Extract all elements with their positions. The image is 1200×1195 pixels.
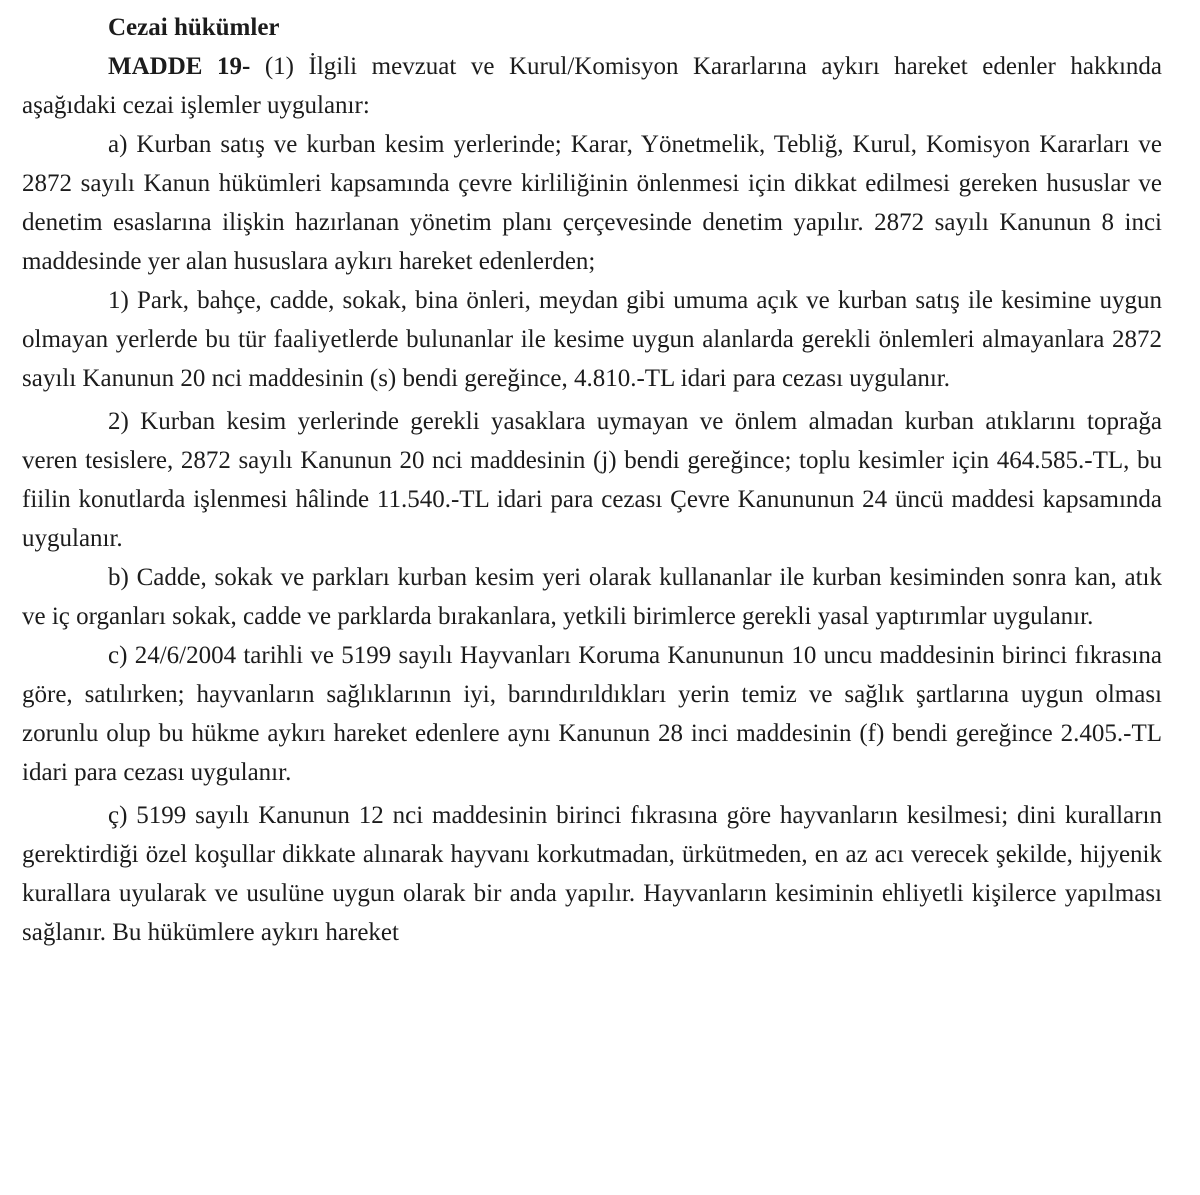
paragraph-c-cedilla: ç) 5199 sayılı Kanunun 12 nci maddesinin birinci fıkrasına göre hayvanların kesilmesi; dini kuralların gerektirdiği özel koşullar dikkate alınarak hayvanı korkutmadan, ürkütmeden, en az acı verecek şekilde, hijyenik kurallara uyularak ve usulüne uygun olarak bir anda yapılır. Hayvanların kesiminin ehliyetli kişilerce yapılması sağlanır. Bu hükümlere aykırı hareket — [22, 802, 1162, 946]
paragraph-a-1: 1) Park, bahçe, cadde, sokak, bina önleri, meydan gibi umuma açık ve kurban satış ile kesimine uygun olmayan yerlerde bu tür faaliyetlerde bulunanlar ile kesime uygun alanlarda gerekli önlemleri almayanlara 2872 sayılı Kanunun 20 nci maddesinin (s) bendi gereğince, 4.810.-TL idari para cezası uygulanır. — [22, 287, 1162, 392]
article-label: MADDE 19- — [108, 53, 251, 80]
paragraph-c: c) 24/6/2004 tarihli ve 5199 sayılı Hayvanları Koruma Kanununun 10 uncu maddesinin birinci fıkrasına göre, satılırken; hayvanların sağlıklarının iyi, barındırıldıkları yerin temiz ve sağlık şartlarına uygun olması zorunlu olup bu hükme aykırı hareket edenlere aynı Kanunun 28 inci maddesinin (f) bendi gereğince 2.405.-TL idari para cezası uygulanır. — [22, 642, 1162, 786]
article-intro-text: (1) İlgili mevzuat ve Kurul/Komisyon Kararlarına aykırı hareket edenler hakkında aşağıdaki cezai işlemler uygulanır: — [22, 53, 1162, 119]
paragraph-a-2: 2) Kurban kesim yerlerinde gerekli yasaklara uymayan ve önlem almadan kurban atıklarını toprağa veren tesislere, 2872 sayılı Kanunun 20 nci maddesinin (j) bendi gereğince; toplu kesimler için 464.585.-TL, bu fiilin konutlarda işlenmesi hâlinde 11.540.-TL idari para cezası Çevre Kanununun 24 üncü maddesi kapsamında uygulanır. — [22, 408, 1162, 552]
section-heading: Cezai hükümler — [108, 14, 280, 41]
article-19-intro — [22, 47, 1162, 125]
paragraph-a: a) Kurban satış ve kurban kesim yerlerinde; Karar, Yönetmelik, Tebliğ, Kurul, Komisyon Kararları ve 2872 sayılı Kanun hükümleri kapsamında çevre kirliliğinin önlenmesi için dikkat edilmesi gereken hususlar ve denetim esaslarına ilişkin hazırlanan yönetim planı çerçevesinde denetim yapılır. 2872 sayılı Kanunun 8 inci maddesinde yer alan hususlara aykırı hareket edenlerden; — [22, 131, 1162, 275]
paragraph-b: b) Cadde, sokak ve parkları kurban kesim yeri olarak kullananlar ile kurban kesiminden sonra kan, atık ve iç organları sokak, cadde ve parklarda bırakanlara, yetkili birimlerce gerekli yasal yaptırımlar uygulanır. — [22, 564, 1162, 630]
